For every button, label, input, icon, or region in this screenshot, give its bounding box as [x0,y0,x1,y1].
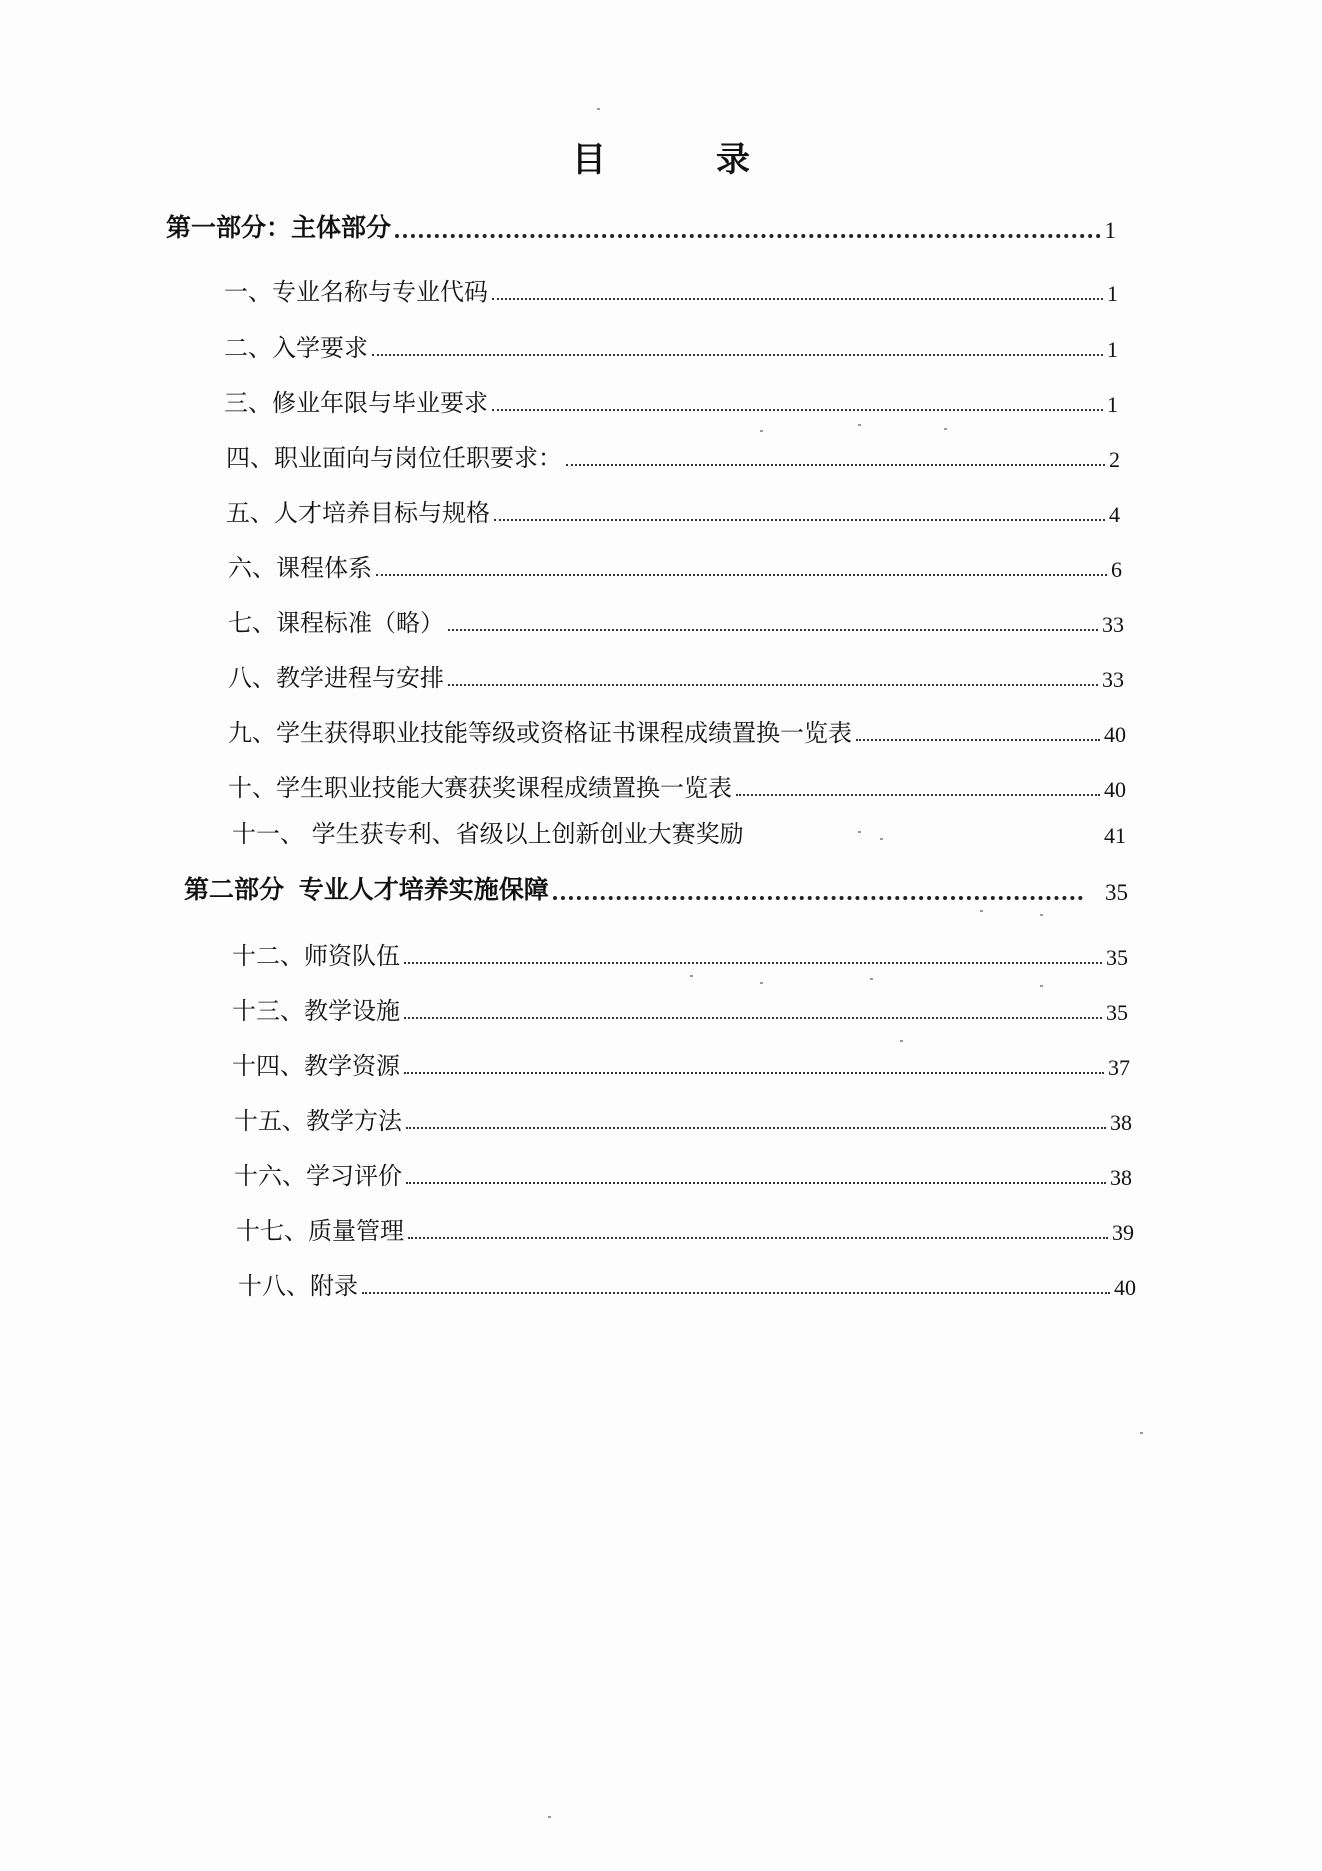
toc-page-number: 35 [1106,1000,1128,1025]
dot-leader [395,234,1100,238]
toc-entry [234,1156,1132,1191]
toc-page-number: 6 [1111,557,1122,582]
toc-part-1 [166,208,1116,244]
dot-leader [494,519,1105,521]
toc-page-number: 40 [1104,777,1126,802]
dot-leader [492,409,1103,411]
toc-entry [236,1211,1134,1246]
toc-entry-label: 五、人才培养目标与规格 [226,499,490,527]
toc-entry-label: 九、学生获得职业技能等级或资格证书课程成绩置换一览表 [228,719,852,747]
dot-leader [376,574,1107,576]
dot-leader [553,896,1083,900]
toc-page-number: 35 [1105,880,1128,905]
toc-entry-label: 八、教学进程与安排 [228,664,444,692]
toc-page-number: 1 [1107,392,1118,417]
toc-page-number: 4 [1109,502,1120,527]
toc-page-number: 38 [1110,1110,1132,1135]
dot-leader [736,794,1100,796]
toc-part-2 [184,870,1128,906]
dot-leader [492,298,1103,300]
toc-entry [228,548,1122,583]
toc-page-number: 1 [1107,281,1118,306]
scan-speck [1040,914,1043,916]
dot-leader [408,1237,1108,1239]
scan-speck [1140,1432,1143,1434]
toc-page-number: 1 [1107,337,1118,362]
toc-page-number: 37 [1108,1055,1130,1080]
toc-entry [232,1046,1130,1081]
toc-page-number: 39 [1112,1220,1134,1245]
toc-entry-label: 六、课程体系 [228,554,372,582]
toc-entry-label: 十二、师资队伍 [232,942,400,970]
toc-part-label: 第二部分 专业人才培养实施保障 [184,875,549,904]
dot-leader [448,684,1098,686]
toc-entry [226,438,1120,473]
dot-leader [566,464,1105,466]
scan-speck [980,910,983,912]
dot-leader [406,1182,1106,1184]
toc-entry [232,991,1128,1026]
toc-page-number: 2 [1109,447,1120,472]
toc-entry [228,658,1124,693]
toc-entry-label: 十五、教学方法 [234,1107,402,1135]
toc-entry [238,1266,1136,1301]
toc-entry [228,603,1124,638]
toc-page-number: 35 [1106,945,1128,970]
toc-entry-label: 二、入学要求 [224,334,368,362]
toc-entry-label: 十六、学习评价 [234,1162,402,1190]
dot-leader [404,962,1102,964]
toc-page-number: 1 [1104,218,1116,243]
dot-leader [404,1072,1104,1074]
scan-speck [858,424,861,426]
toc-entry-label: 十三、教学设施 [232,997,400,1025]
toc-entry-label: 七、课程标准（略） [228,609,444,637]
toc-entry-label: 十八、附录 [238,1272,358,1300]
toc-entry-label: 四、职业面向与岗位任职要求： [226,444,562,472]
toc-title: 目 录 [572,140,788,180]
scan-speck [760,982,763,984]
dot-leader [406,1127,1106,1129]
dot-leader [856,739,1100,741]
toc-entry [234,1101,1132,1136]
scan-speck [597,108,600,110]
scan-speck [690,975,693,977]
scan-speck [944,428,947,430]
toc-page-number: 38 [1110,1165,1132,1190]
toc-entry-label: 十七、质量管理 [236,1217,404,1245]
toc-entry [228,768,1126,803]
scan-speck [880,838,883,840]
scan-speck [870,978,873,980]
dot-leader [362,1292,1110,1294]
toc-page-number: 40 [1104,722,1126,747]
toc-part-label: 第一部分：主体部分 [166,213,392,242]
toc-page-number: 33 [1102,667,1124,692]
toc-page-number: 33 [1102,612,1124,637]
scan-speck [900,1040,903,1042]
toc-entry-label: 十一、 学生获专利、省级以上创新创业大赛奖励 [232,820,744,848]
toc-entry [228,713,1126,748]
toc-entry-label: 十、学生职业技能大赛获奖课程成绩置换一览表 [228,774,732,802]
scan-speck [548,1816,551,1818]
dot-leader [404,1017,1102,1019]
toc-entry-label: 十四、教学资源 [232,1052,400,1080]
toc-entry-label: 一、专业名称与专业代码 [224,278,488,306]
toc-entry [224,272,1118,307]
scan-speck [858,831,861,833]
toc-entry [224,383,1118,418]
toc-entry [226,493,1120,528]
toc-entry [224,328,1118,363]
toc-page-number: 41 [1104,823,1126,848]
toc-entry-label: 三、修业年限与毕业要求 [224,389,488,417]
toc-page-number: 40 [1114,1275,1136,1300]
scan-speck [1040,985,1043,987]
toc-entry [232,814,1126,849]
dot-leader [372,354,1103,356]
dot-leader [448,629,1098,631]
toc-entry [232,936,1128,971]
scan-speck [760,430,763,432]
